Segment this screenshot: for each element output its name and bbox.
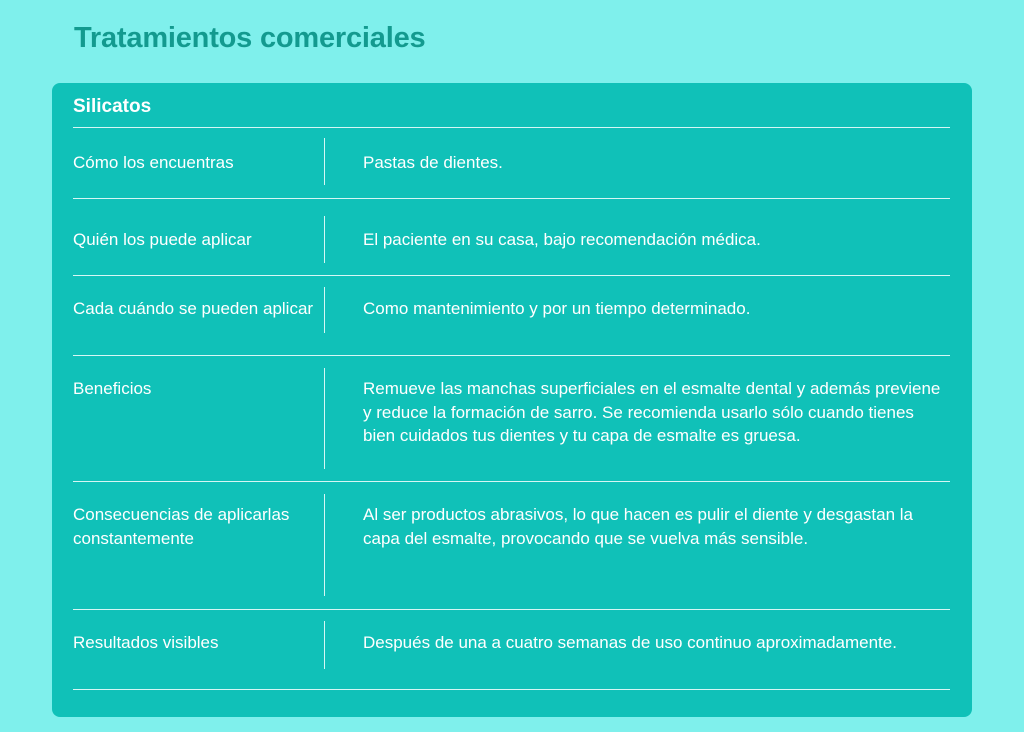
column-divider: [324, 368, 325, 469]
row-value: El paciente en su casa, bajo recomendación médica.: [363, 230, 761, 249]
column-divider: [324, 621, 325, 669]
divider: [73, 355, 950, 356]
row-label: Cada cuándo se pueden aplicar: [73, 299, 314, 318]
row-value: Al ser productos abrasivos, lo que hacen es pulir el diente y desgastan la capa del esmalte, provocando que se vuelva más sensible.: [363, 505, 913, 548]
info-card: [52, 83, 972, 717]
divider: [73, 127, 950, 128]
divider: [73, 609, 950, 610]
divider: [73, 275, 950, 276]
row-label: Beneficios: [73, 379, 152, 398]
row-label: Resultados visibles: [73, 633, 219, 652]
row-value: Como mantenimiento y por un tiempo determinado.: [363, 299, 751, 318]
card-title: Silicatos: [73, 96, 152, 117]
row-value: Pastas de dientes.: [363, 153, 503, 172]
column-divider: [324, 287, 325, 333]
divider: [73, 481, 950, 482]
row-label: Cómo los encuentras: [73, 153, 234, 172]
column-divider: [324, 138, 325, 185]
column-divider: [324, 494, 325, 596]
page-title: Tratamientos comerciales: [74, 22, 426, 54]
row-label: Quién los puede aplicar: [73, 230, 252, 249]
divider: [73, 198, 950, 199]
row-value: Remueve las manchas superficiales en el esmalte dental y además previene y reduce la formación de sarro. Se recomienda usarlo sólo cuando tienes bien cuidados tus dientes y tu capa de esmalte es gruesa.: [363, 379, 941, 445]
row-label: Consecuencias de aplicarlas constantemente: [73, 505, 290, 548]
divider: [73, 689, 950, 690]
row-value: Después de una a cuatro semanas de uso continuo aproximadamente.: [363, 633, 897, 652]
column-divider: [324, 216, 325, 263]
